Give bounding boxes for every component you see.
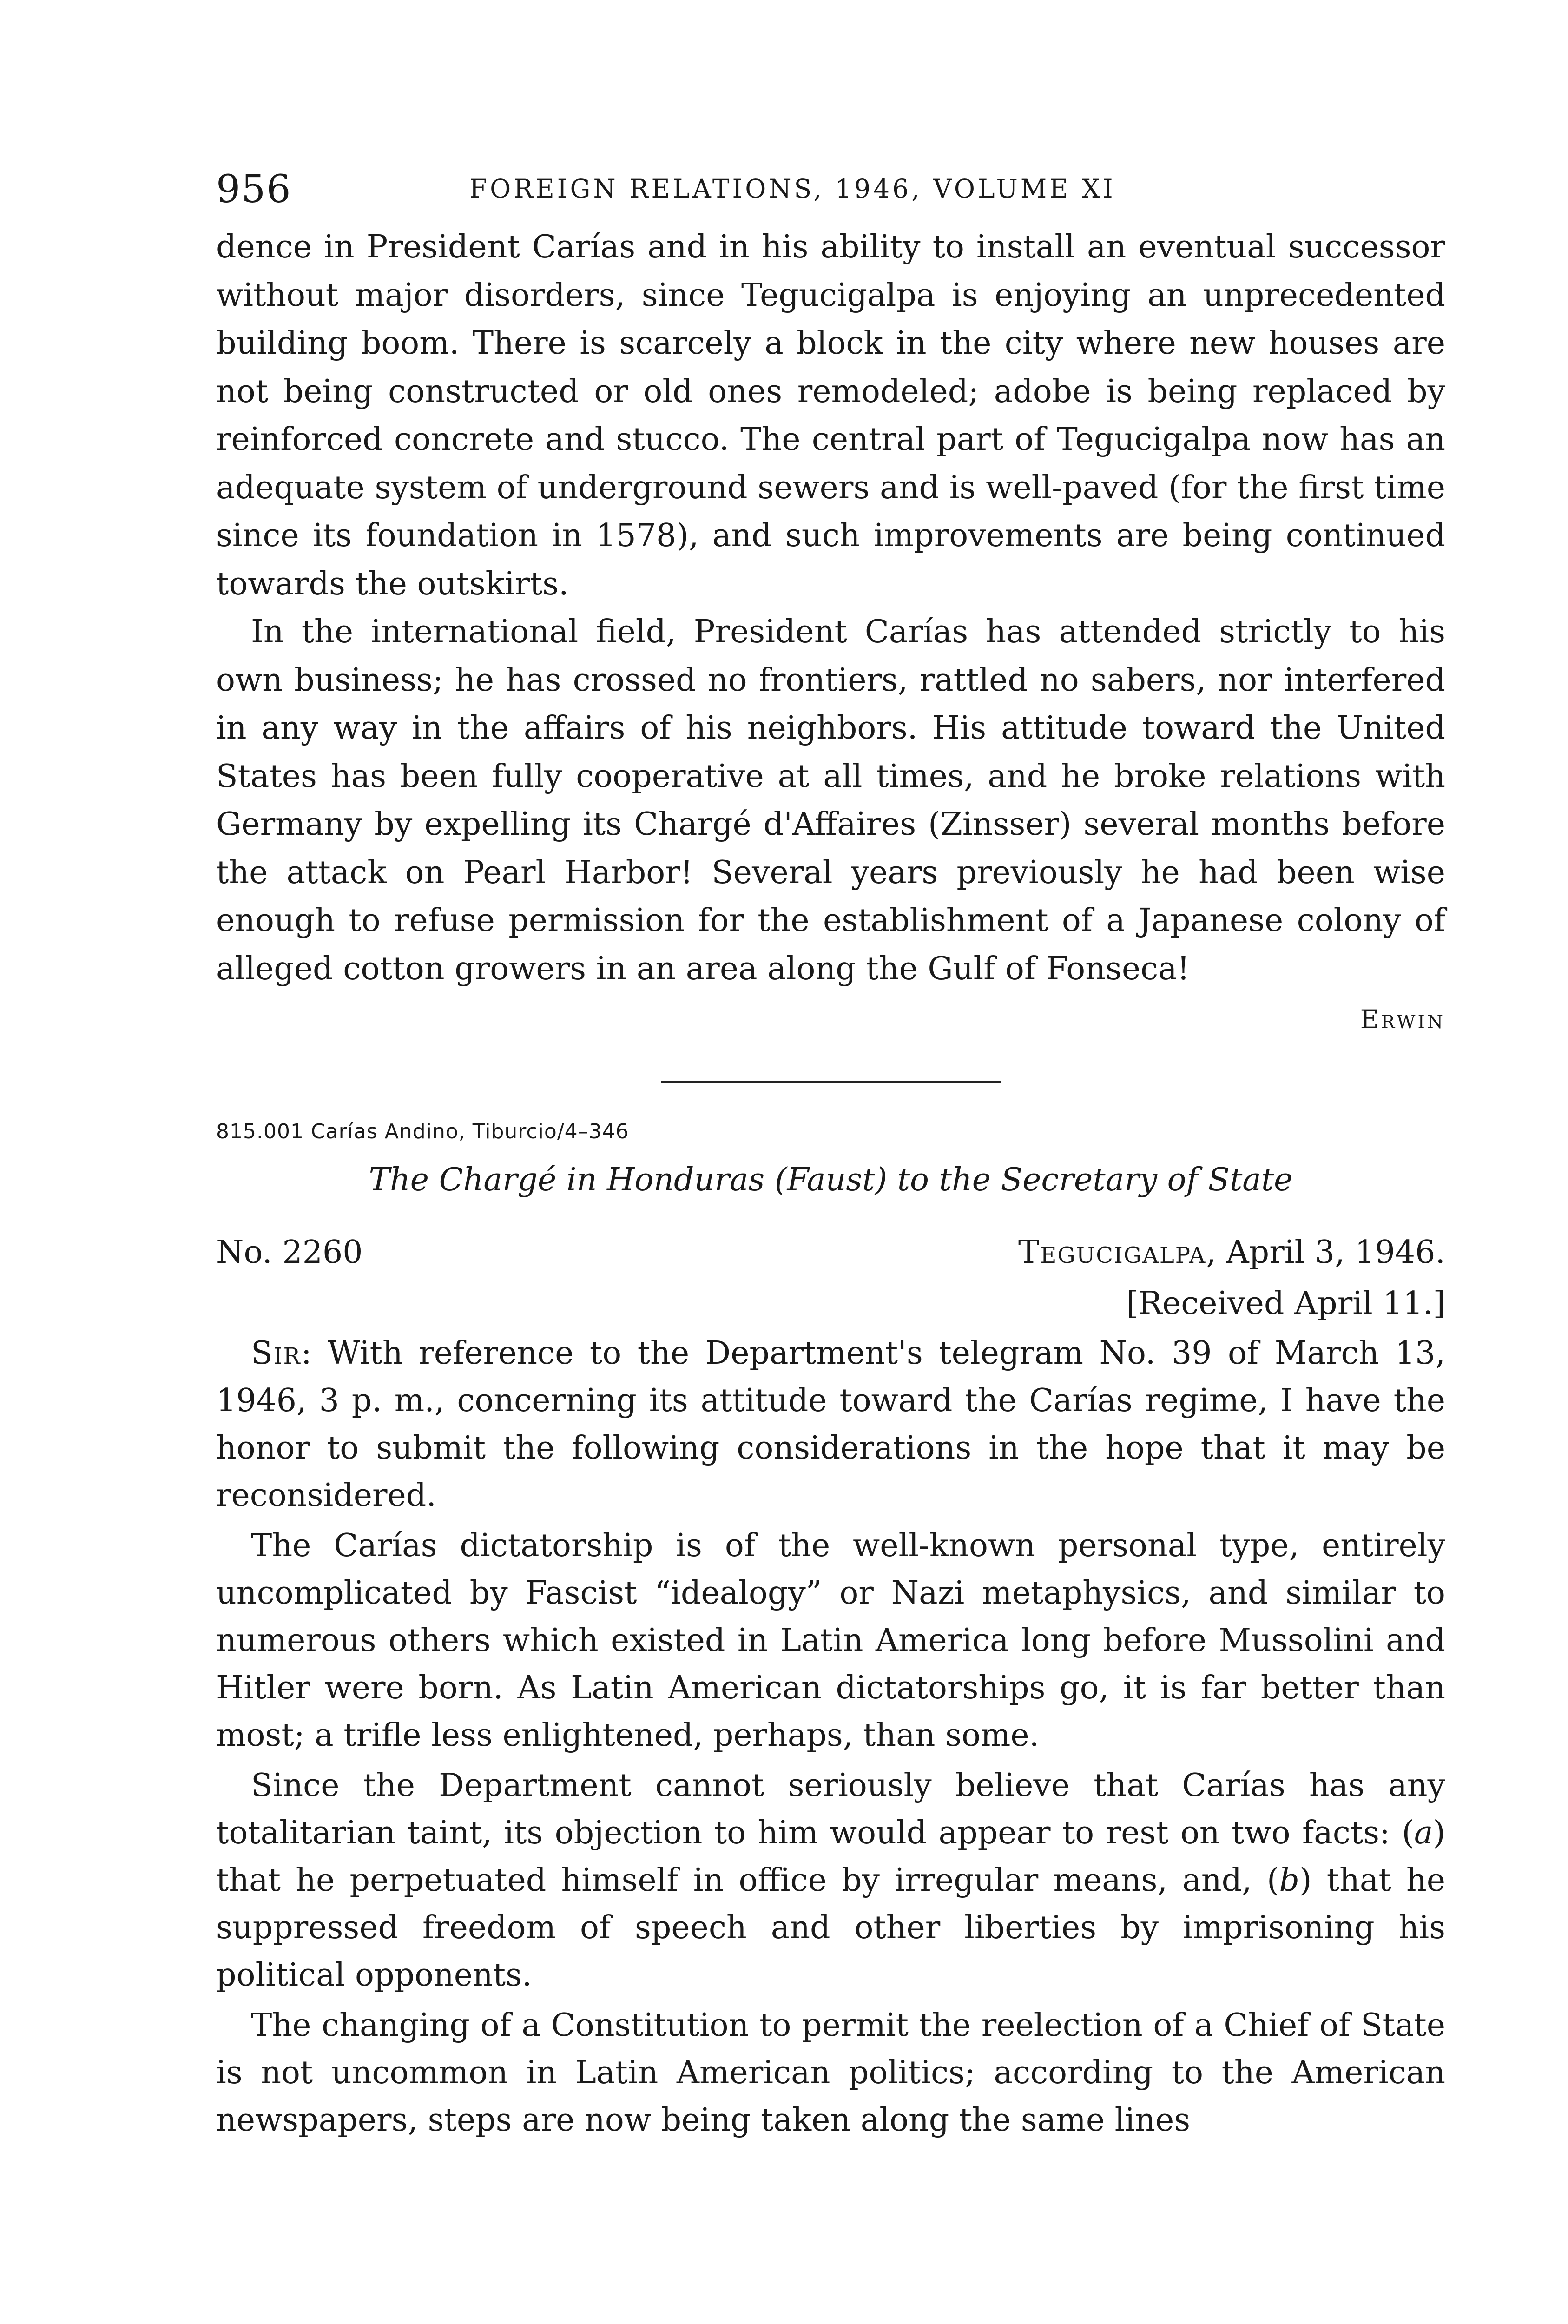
body-paragraph bbox=[216, 1762, 1445, 1999]
paragraph-text: ) that he perpetuated himself in office by irregular means, and, ( bbox=[216, 1815, 1445, 1899]
paragraph-text: Since the Department cannot seriously believe that Carías has any totalitarian taint, its objection to him would appear to rest on two facts: ( bbox=[216, 1767, 1445, 1851]
enumerator: a bbox=[1414, 1815, 1433, 1851]
dateline-place: Tegucigalpa bbox=[1018, 1234, 1206, 1271]
paragraph-text: ) that he suppressed freedom of speech and other liberties by imprisoning his political opponents. bbox=[216, 1862, 1445, 1994]
enumerator: b bbox=[1279, 1862, 1300, 1899]
body-paragraph: The changing of a Constitution to permit the reelection of a Chief of State is not uncommon in Latin American politics; according to the American newspapers, steps are now being taken along the same lines bbox=[216, 2007, 1445, 2139]
received-date: [Received April 11.] bbox=[1126, 1285, 1445, 1322]
file-reference: 815.001 Carías Andino, Tiburcio/4–346 bbox=[216, 1120, 629, 1143]
body-paragraph: dence in President Carías and in his ability to install an eventual successor without major disorders, since Tegucigalpa is enjoying an unprecedented building boom. There is scarcely a block in the city where new houses are not being constructed or old ones remodeled; adobe is being replaced by reinforced concrete and stucco. The central part of Tegucigalpa now has an adequate system of underground sewers and is well-paved (for the first time since its foundation in 1578), and such improvements are being continued towards the outskirts. bbox=[216, 229, 1445, 602]
body-paragraph bbox=[216, 1330, 1445, 1519]
paragraph-text: : With reference to the Department's telegram No. 39 of March 13, 1946, 3 p. m., concerning its attitude toward the Carías regime, I have the honor to submit the following considerations in the hope that it may be reconsidered. bbox=[216, 1335, 1445, 1514]
body-paragraph: In the international field, President Carías has attended strictly to his own business; he has crossed no frontiers, rattled no sabers, nor interfered in any way in the affairs of his neighbors. His attitude toward the United States has been fully cooperative at all times, and he broke relations with Germany by expelling its Chargé d'Affaires (Zinsser) several months before the attack on Pearl Harbor! Several years previously he had been wise enough to refuse permission for the establishment of a Japanese colony of alleged cotton growers in an area along the Gulf of Fonseca! bbox=[216, 614, 1445, 987]
signature bbox=[216, 998, 1445, 1040]
running-title: FOREIGN RELATIONS, 1946, VOLUME XI bbox=[469, 174, 1116, 204]
page-number: 956 bbox=[216, 167, 292, 211]
dateline-date: , April 3, 1946. bbox=[1206, 1234, 1445, 1271]
document-title: The Chargé in Honduras (Faust) to the Secretary of State bbox=[369, 1162, 1293, 1198]
previous-document bbox=[216, 223, 1445, 1040]
document bbox=[216, 1113, 1445, 2144]
salutation: Sir bbox=[251, 1335, 301, 1372]
dateline bbox=[1018, 1234, 1445, 1271]
section-divider bbox=[661, 1081, 1001, 1083]
body-paragraph: The Carías dictatorship is of the well-known personal type, entirely uncomplicated by Fascist “idealogy” or Nazi metaphysics, and similar to numerous others which existed in Latin America long before Mussolini and Hitler were born. As Latin American dictatorships go, it is far better than most; a trifle less enlightened, perhaps, than some. bbox=[216, 1527, 1445, 1754]
document-number: No. 2260 bbox=[216, 1234, 363, 1271]
document-header bbox=[216, 1234, 1445, 1281]
page bbox=[216, 167, 1445, 2144]
running-head bbox=[216, 167, 1445, 223]
signature-name: Erwin bbox=[1360, 1004, 1445, 1034]
